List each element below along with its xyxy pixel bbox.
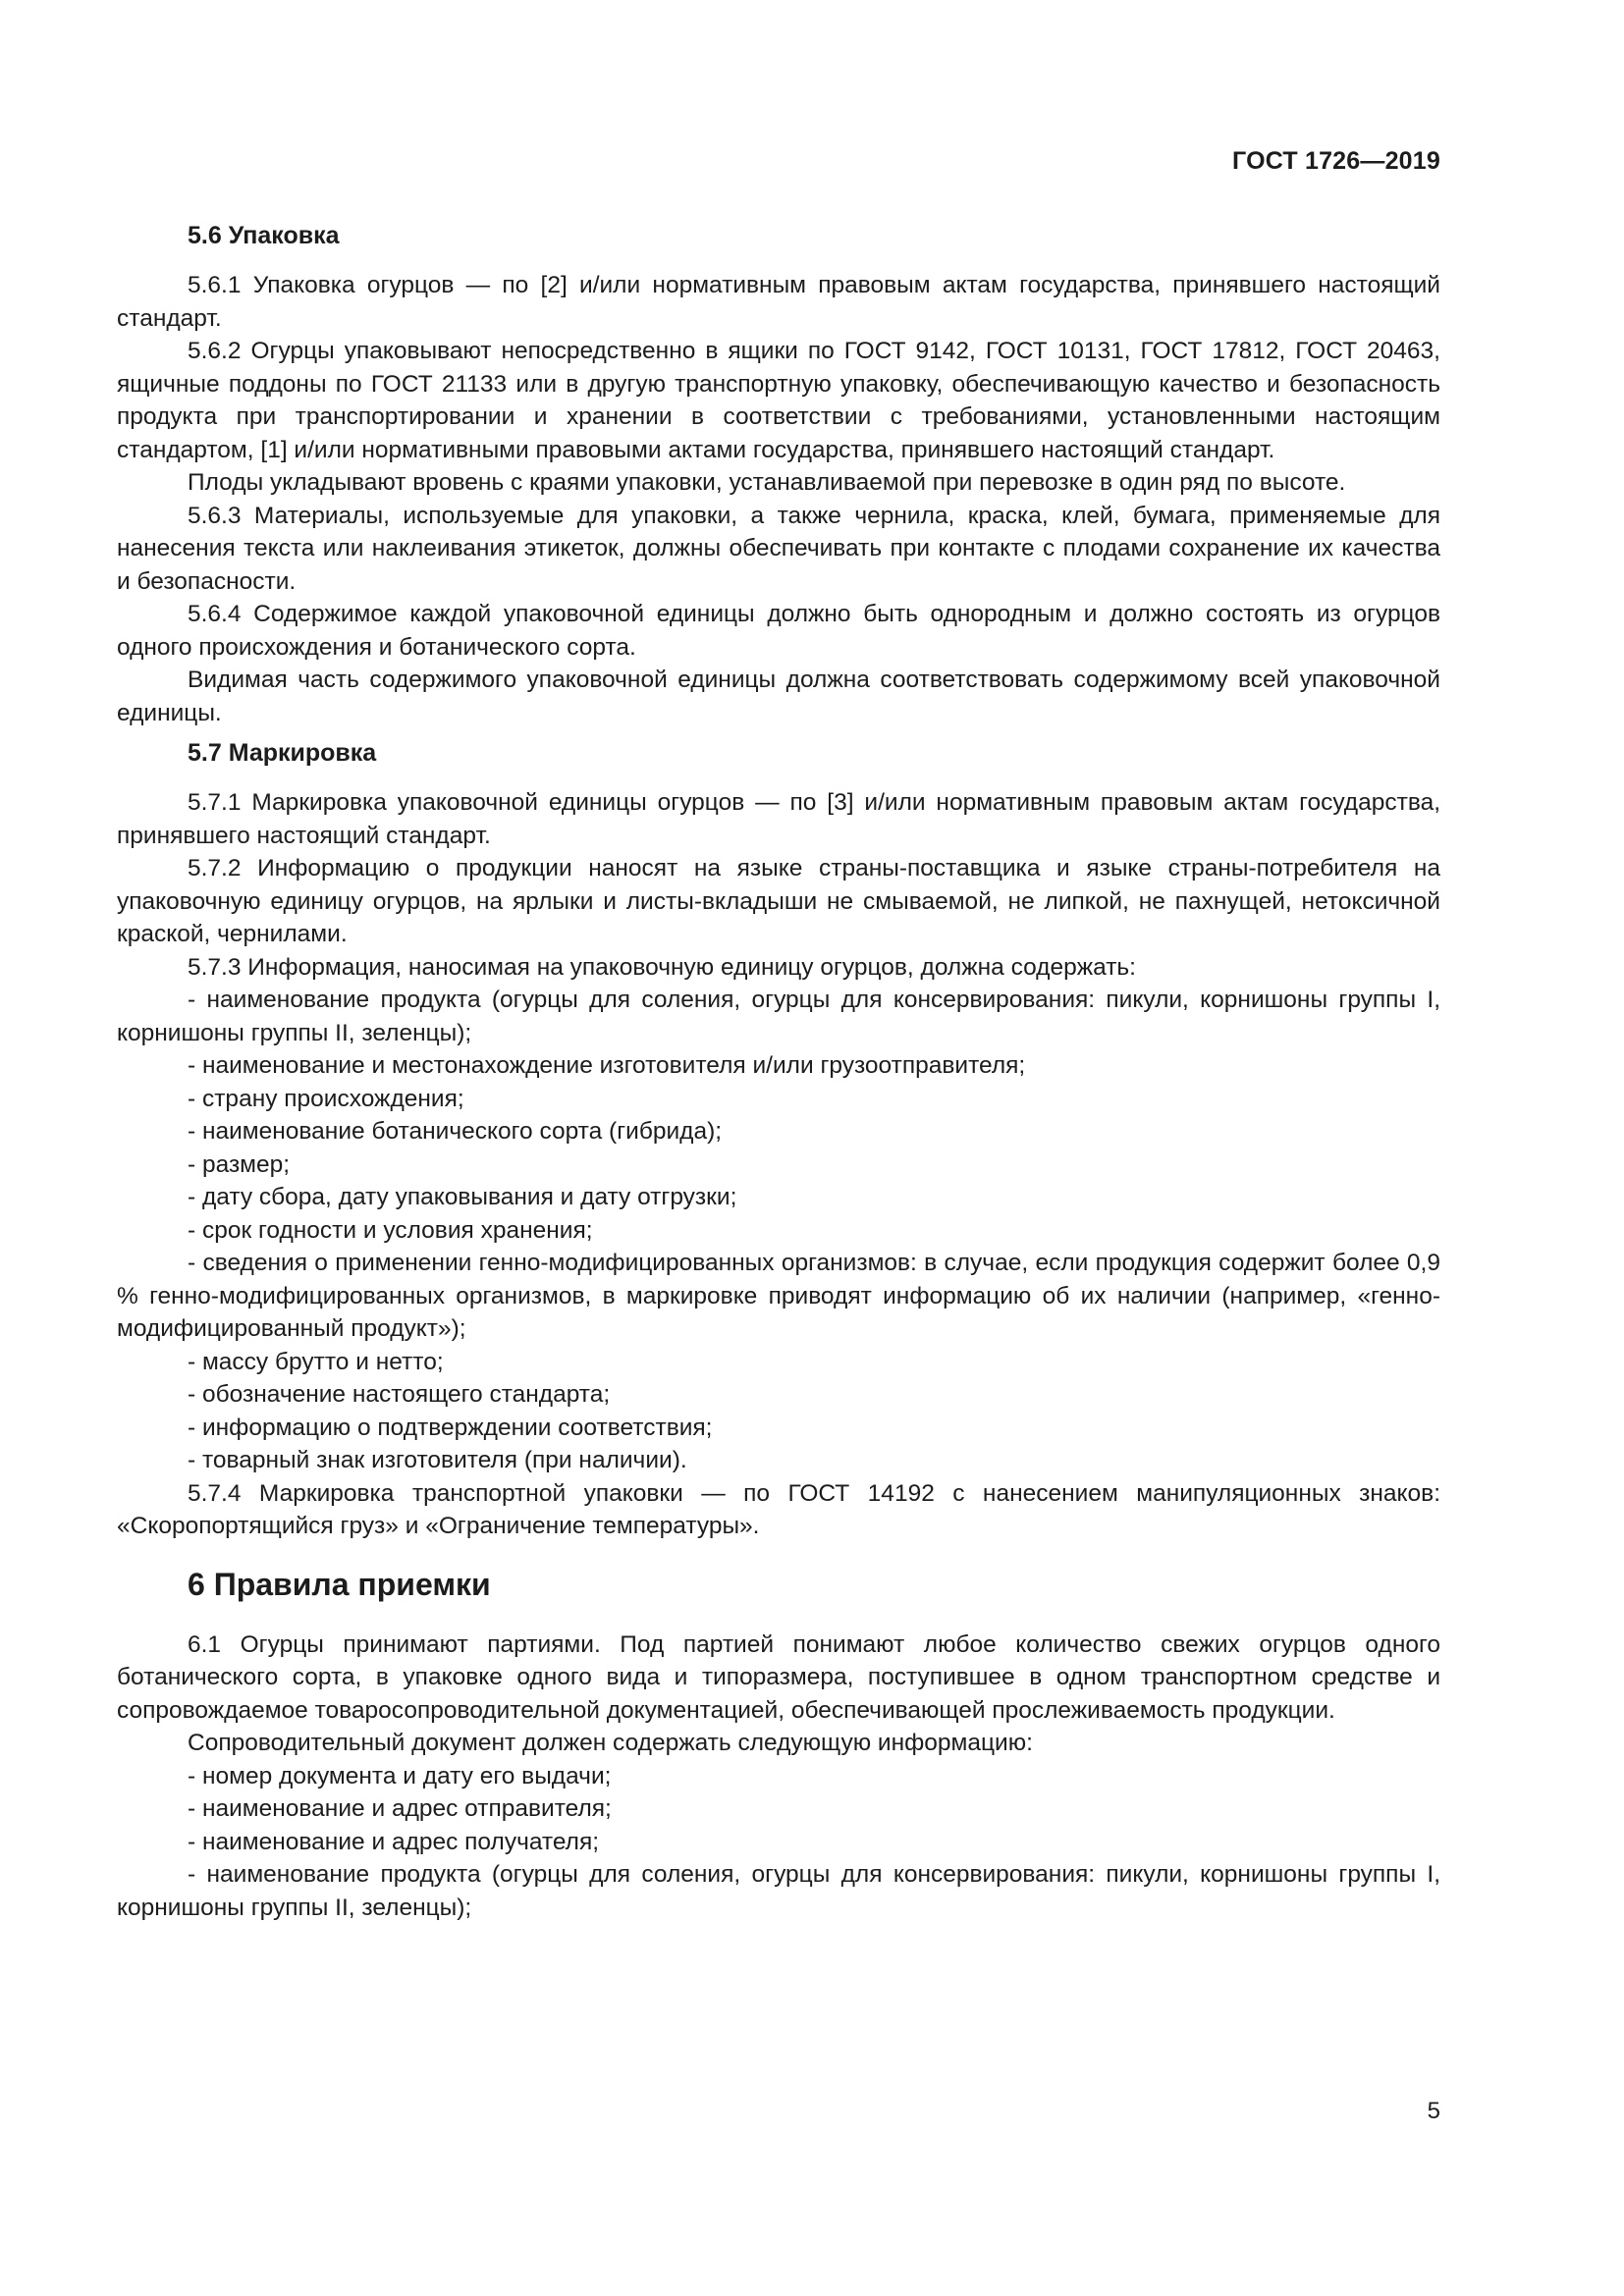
paragraph: 5.7.3 Информация, наносимая на упаковочную единицу огурцов, должна содержать: bbox=[188, 953, 1136, 981]
list-item: - номер документа и дату его выдачи; bbox=[188, 1762, 612, 1789]
paragraph: 5.7.2 Информацию о продукции наносят на языке страны-поставщика и языке страны-потребителя на упаковочную единицу огурцов, на ярлыки и листы-вкладыши не смываемой, не липкой, не пахнущей, нетоксичной краской, чернилами. bbox=[117, 855, 1440, 947]
paragraph: 5.6.2 Огурцы упаковывают непосредственно в ящики по ГОСТ 9142, ГОСТ 10131, ГОСТ 17812, ГОСТ 20463, ящичные поддоны по ГОСТ 21133 или в другую транспортную упаковку, обеспечивающую качество и безопасность продукта при транспортировании и хранении в соответствии с требованиями, установленными настоящим стандартом, [1] и/или нормативными правовыми актами государства, принявшего настоящий стандарт. bbox=[117, 338, 1440, 463]
list-item: - наименование ботанического сорта (гибрида); bbox=[188, 1118, 723, 1145]
paragraph: Видимая часть содержимого упаковочной единицы должна соответствовать содержимому всей упаковочной единицы. bbox=[117, 667, 1440, 726]
paragraph: 5.6.3 Материалы, используемые для упаковки, а также чернила, краска, клей, бумага, применяемые для нанесения текста или наклеивания этикеток, должны обеспечивать при контакте с плодами сохранение их качества и безопасности. bbox=[117, 502, 1440, 595]
list-item: - товарный знак изготовителя (при наличии). bbox=[188, 1447, 687, 1473]
list-item: - массу брутто и нетто; bbox=[188, 1348, 444, 1375]
list-item: - обозначение настоящего стандарта; bbox=[188, 1381, 611, 1408]
page-number: 5 bbox=[1427, 2098, 1440, 2124]
list-item: - страну происхождения; bbox=[188, 1085, 464, 1112]
paragraph: Сопроводительный документ должен содержать следующую информацию: bbox=[188, 1730, 1033, 1756]
section-heading-5-6: 5.6 Упаковка bbox=[188, 222, 340, 249]
list-item: - срок годности и условия хранения; bbox=[188, 1216, 593, 1244]
list-item: - размер; bbox=[188, 1150, 291, 1178]
paragraph: Плоды укладывают вровень с краями упаковки, устанавливаемой при перевозке в один ряд по высоте. bbox=[188, 469, 1346, 496]
list-item: - дату сбора, дату упаковывания и дату отгрузки; bbox=[188, 1184, 737, 1210]
paragraph: 5.6.4 Содержимое каждой упаковочной единицы должно быть однородным и должно состоять из огурцов одного происхождения и ботанического сорта. bbox=[117, 601, 1440, 661]
list-item: - наименование и адрес отправителя; bbox=[188, 1795, 612, 1822]
list-item: - наименование продукта (огурцы для соления, огурцы для консервирования: пикули, корнишоны группы I, корнишоны группы II, зеленцы); bbox=[117, 1861, 1440, 1921]
standard-header: ГОСТ 1726—2019 bbox=[1232, 147, 1440, 175]
list-item: - наименование продукта (огурцы для соления, огурцы для консервирования: пикули, корнишоны группы I, корнишоны группы II, зеленцы); bbox=[117, 987, 1440, 1046]
section-heading-5-7: 5.7 Маркировка bbox=[188, 739, 377, 767]
list-item: - информацию о подтверждении соответствия; bbox=[188, 1414, 713, 1441]
list-item: - наименование и местонахождение изготовителя и/или грузоотправителя; bbox=[188, 1052, 1026, 1079]
list-item: - сведения о применении генно-модифицированных организмов: в случае, если продукция содержит более 0,9 % генно-модифицированных организмов, в маркировке приводят информацию об их наличии (например, «генно-модифицированный продукт»); bbox=[117, 1250, 1440, 1342]
paragraph: 6.1 Огурцы принимают партиями. Под партией понимают любое количество свежих огурцов одного ботанического сорта, в упаковке одного вида и типоразмера, поступившее в одном транспортном средстве и сопровождаемое товаросопроводительной документацией, обеспечивающей прослеживаемость продукции. bbox=[117, 1630, 1440, 1724]
chapter-heading-6: 6 Правила приемки bbox=[188, 1566, 491, 1602]
paragraph: 5.7.1 Маркировка упаковочной единицы огурцов — по [3] и/или нормативным правовым актам государства, принявшего настоящий стандарт. bbox=[117, 789, 1440, 849]
paragraph: 5.7.4 Маркировка транспортной упаковки — по ГОСТ 14192 с нанесением манипуляционных знаков: «Скоропортящийся груз» и «Ограничение температуры». bbox=[117, 1479, 1440, 1539]
paragraph: 5.6.1 Упаковка огурцов — по [2] и/или нормативным правовым актам государства, принявшего настоящий стандарт. bbox=[117, 272, 1440, 332]
document-page bbox=[117, 0, 1440, 2296]
page-content bbox=[117, 220, 1440, 1924]
list-item: - наименование и адрес получателя; bbox=[188, 1828, 600, 1855]
